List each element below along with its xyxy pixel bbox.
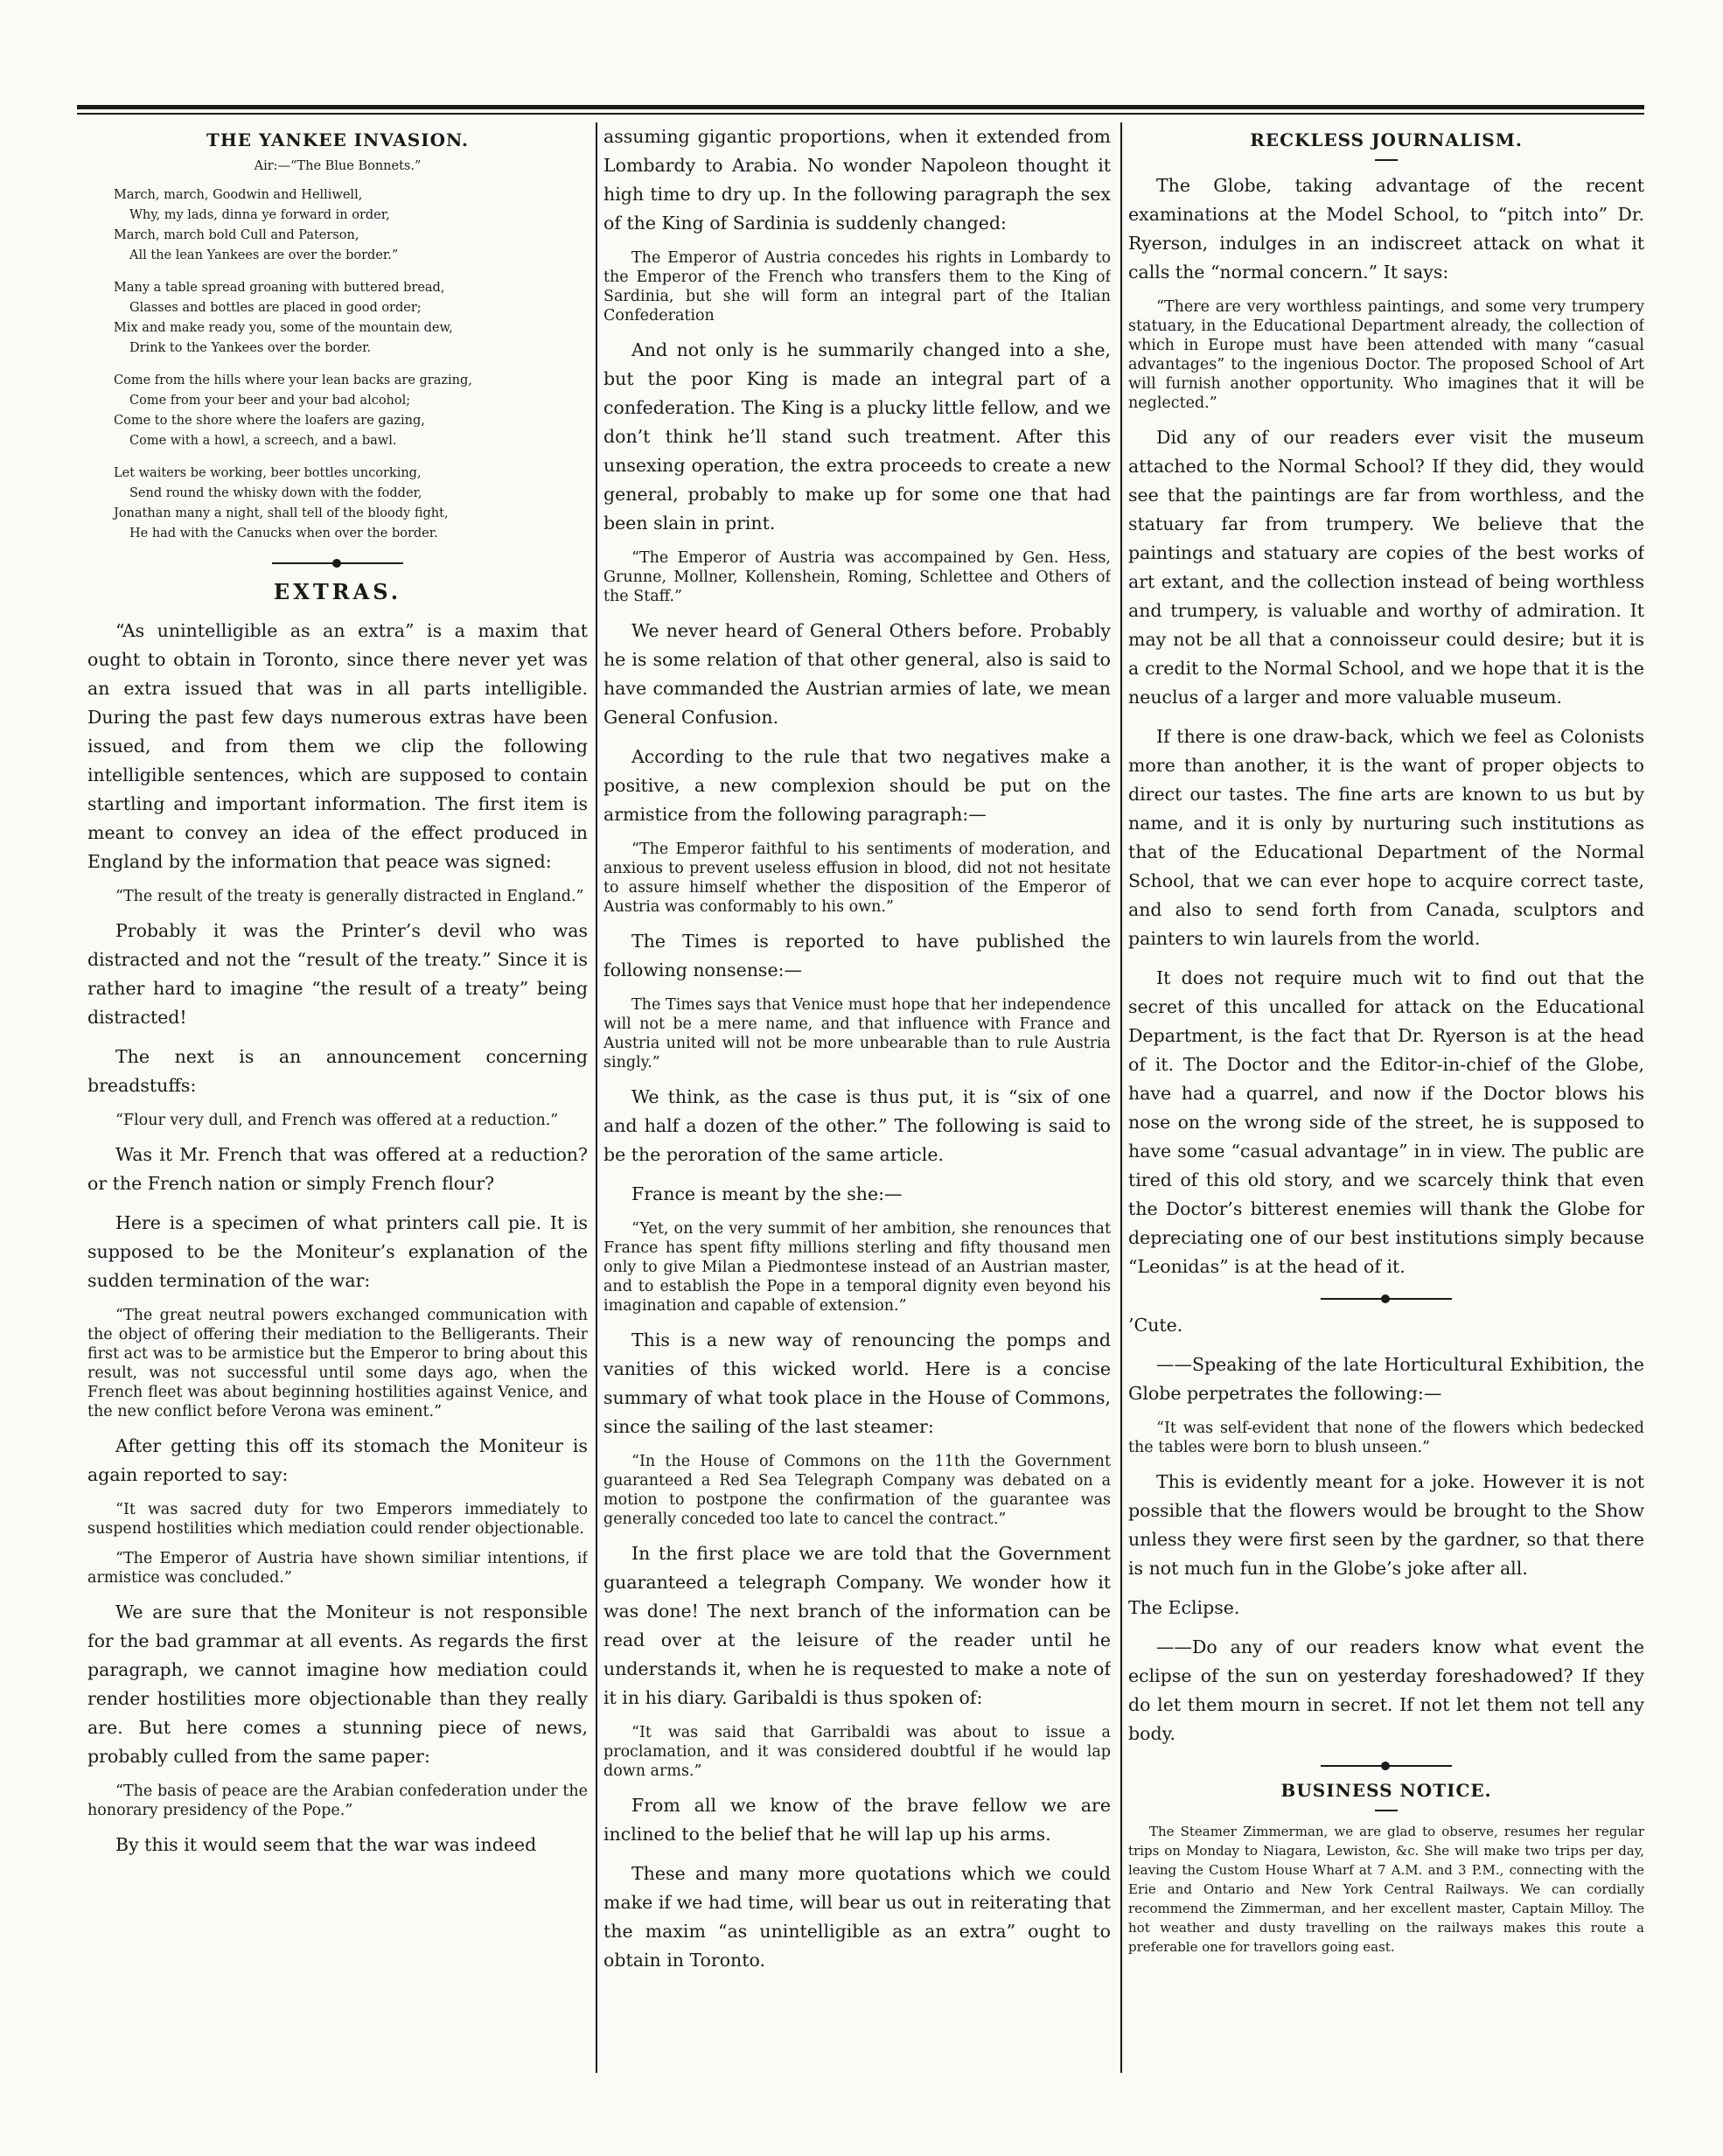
item-label: ’Cute. bbox=[1128, 1315, 1183, 1336]
quote-paragraph: “The Emperor faithful to his sentiments of moderation, and anxious to prevent useless effusion in blood, did not not hesitate to assure himself whether the disposition of the Emperor of Austria was conformably to his own.” bbox=[603, 841, 1111, 916]
quote-paragraph: “There are very worthless paintings, and some very trumpery statuary, in the Educational Department already, the collection of which in Europe must have been attended with many “casual advantages” to the ingenious Doctor. The proposed School of Art will furnish another opportunity. Who imagines that it will be neglected.” bbox=[1128, 298, 1644, 412]
quote-paragraph: “It was said that Garribaldi was about to issue a proclamation, and it was considered doubtful if he would lap down arms.” bbox=[603, 1724, 1111, 1780]
top-rule-thin bbox=[77, 113, 1644, 115]
quote-paragraph: “It was sacred duty for two Emperors immediately to suspend hostilities which mediation could render objectionable. bbox=[87, 1501, 588, 1538]
article-paragraph: This is a new way of renouncing the pomps and vanities of this wicked world. Here is a concise summary of what took place in the House of Commons, since the sailing of the last steamer: bbox=[603, 1329, 1111, 1437]
quote-paragraph: The Emperor of Austria concedes his rights in Lombardy to the Emperor of the French who transfers them to the King of Sardinia, but she will form an integral part of the Italian Confederation bbox=[603, 249, 1111, 324]
item-label: The Eclipse. bbox=[1128, 1597, 1240, 1618]
article-paragraph: ——Do any of our readers know what event the eclipse of the sun on yesterday foreshadowed? If they do let them mourn in secret. If not let them not tell any body. bbox=[1128, 1636, 1644, 1744]
quote-paragraph: “The result of the treaty is generally distracted in England.” bbox=[115, 888, 584, 905]
article-paragraph: And not only is he summarily changed into a she, but the poor King is made an integral part of a confederation. The King is a plucky little fellow, and we don’t think he’ll stand such treatment. After this unsexing operation, the extra proceeds to create a new general, probably to make up for some one that had been slain in print. bbox=[603, 339, 1111, 534]
article-paragraph: Here is a specimen of what printers call pie. It is supposed to be the Moniteur’s explanation of the sudden termination of the war: bbox=[87, 1212, 588, 1291]
article-paragraph: We are sure that the Moniteur is not responsible for the bad grammar at all events. As regards the first paragraph, we cannot imagine how mediation could render hostilities more objectionable than they really are. But here comes a stunning piece of news, probably culled from the same paper: bbox=[87, 1601, 588, 1767]
article-paragraph: assuming gigantic proportions, when it extended from Lombardy to Arabia. No wonder Napoleon thought it high time to dry up. In the following paragraph the sex of the King of Sardinia is suddenly changed: bbox=[603, 126, 1111, 234]
poem-stanza bbox=[87, 464, 588, 544]
article-paragraph: The Times is reported to have published the following nonsense:— bbox=[603, 931, 1111, 980]
article-paragraph: Probably it was the Printer’s devil who was distracted and not the “result of the treaty.” Since it is rather hard to imagine “the result of a treaty” being distracted! bbox=[87, 920, 588, 1028]
quote-paragraph: “Flour very dull, and French was offered at a reduction.” bbox=[115, 1112, 559, 1129]
section-separator bbox=[272, 556, 403, 570]
column-1 bbox=[87, 122, 588, 2073]
quote-paragraph: “The Emperor of Austria have shown similiar intentions, if armistice was concluded.” bbox=[87, 1550, 588, 1587]
article-paragraph: By this it would seem that the war was indeed bbox=[115, 1834, 537, 1855]
article-paragraph: Was it Mr. French that was offered at a reduction? or the French nation or simply French flour? bbox=[87, 1144, 588, 1194]
poem-line: Come from the hills where your lean backs are grazing, bbox=[114, 373, 472, 387]
quote-paragraph: “Yet, on the very summit of her ambition, she renounces that France has spent fifty millions sterling and fifty thousand men only to give Milan a Piedmontese instead of an Austrian master, and to establish the Pope in a temporal dignity even beyond his imagination and capable of extension.” bbox=[603, 1220, 1111, 1315]
article-paragraph: These and many more quotations which we could make if we had time, will bear us out in reiterating that the maxim “as unintelligible as an extra” ought to obtain in Toronto. bbox=[603, 1863, 1111, 1971]
column-2 bbox=[603, 122, 1111, 2073]
article-paragraph: France is meant by the she:— bbox=[631, 1183, 903, 1204]
poem-line: Send round the whisky down with the fodder, bbox=[129, 486, 422, 500]
quote-paragraph: “The basis of peace are the Arabian confederation under the honorary presidency of the Pope.” bbox=[87, 1783, 588, 1819]
poem-line: Come to the shore where the loafers are gazing, bbox=[114, 414, 425, 428]
article-paragraph: We never heard of General Others before. Probably he is some relation of that other general, also is said to have commanded the Austrian armies of late, we mean General Confusion. bbox=[603, 620, 1111, 728]
poem-stanza bbox=[87, 371, 588, 451]
poem-line: Come with a howl, a screech, and a bawl. bbox=[129, 434, 397, 448]
poem-line: All the lean Yankees are over the border.” bbox=[129, 248, 399, 262]
article-title: RECKLESS JOURNALISM. bbox=[1250, 129, 1523, 150]
title-rule bbox=[1375, 159, 1398, 161]
poem-line: Mix and make ready you, some of the mountain dew, bbox=[114, 321, 453, 335]
poem-line: Many a table spread groaning with buttered bread, bbox=[114, 281, 445, 295]
poem-stanza bbox=[87, 185, 588, 266]
quote-paragraph: “The great neutral powers exchanged communication with the object of offering their mediation to the Belligerants. Their first act was to be armistice but the Emperor to bring about this result, was not successful until some days ago, when the French fleet was about beginning hostilities against Venice, and the new conflict before Verona was eminent.” bbox=[87, 1307, 588, 1420]
poem-line: Jonathan many a night, shall tell of the bloody fight, bbox=[114, 506, 449, 520]
poem-line: Glasses and bottles are placed in good order; bbox=[129, 301, 422, 315]
article-paragraph: From all we know of the brave fellow we are inclined to the belief that he will lap up his arms. bbox=[603, 1795, 1111, 1845]
article-paragraph: According to the rule that two negatives make a positive, a new complexion should be put on the armistice from the following paragraph:— bbox=[603, 746, 1111, 825]
poem-line: March, march bold Cull and Paterson, bbox=[114, 228, 359, 242]
quote-paragraph: “In the House of Commons on the 11th the Government guaranteed a Red Sea Telegraph Company was debated on a motion to postpone the confirmation of the guarantee was generally conceded too late to cancel the contract.” bbox=[603, 1453, 1111, 1528]
poem-line: Why, my lads, dinna ye forward in order, bbox=[129, 208, 390, 222]
column-divider bbox=[1120, 122, 1122, 2073]
poem-air: Air:—“The Blue Bonnets.” bbox=[254, 159, 422, 173]
article-paragraph: The Globe, taking advantage of the recent examinations at the Model School, to “pitch into” Dr. Ryerson, indulges in an indiscreet attack on what it calls the “normal concern.” It says: bbox=[1128, 175, 1644, 283]
title-rule bbox=[1375, 1810, 1398, 1811]
poem-line: March, march, Goodwin and Helliwell, bbox=[114, 188, 363, 202]
quote-paragraph: “The Emperor of Austria was accompained by Gen. Hess, Grunne, Mollner, Kollenshein, Roming, Schlettee and Others of the Staff.” bbox=[603, 549, 1111, 605]
article-paragraph: Did any of our readers ever visit the museum attached to the Normal School? If they did, they would see that the paintings are far from worthless, and the statuary far from trumpery. We believe that the paintings and statuary are copies of the best works of art extant, and the collection instead of being worthless and trumpery, is valuable and worthy of admiration. It may not be all that a connoisseur could desire; but it is a credit to the Normal School, and we hope that it is the neuclus of a larger and more valuable museum. bbox=[1128, 427, 1644, 708]
quote-paragraph: The Times says that Venice must hope that her independence will not be a mere name, and that influence with France and Austria united will not be more unbearable than to rule Austria singly.” bbox=[603, 996, 1111, 1071]
poem-line: Drink to the Yankees over the border. bbox=[129, 341, 372, 355]
quote-paragraph: “It was self-evident that none of the flowers which bedecked the tables were born to blush unseen.” bbox=[1128, 1420, 1644, 1456]
article-paragraph: We think, as the case is thus put, it is “six of one and half a dozen of the other.” The following is said to be the peroration of the same article. bbox=[603, 1086, 1111, 1165]
poem-stanza bbox=[87, 278, 588, 359]
article-paragraph: “As unintelligible as an extra” is a maxim that ought to obtain in Toronto, since there never yet was an extra issued that was in all parts intelligible. During the past few days numerous extras have been issued, and from them we clip the following intelligible sentences, which are supposed to contain startling and important information. The first item is meant to convey an idea of the effect produced in England by the information that peace was signed: bbox=[87, 620, 588, 872]
article-paragraph: It does not require much wit to find out that the secret of this uncalled for attack on the Educational Department, is the fact that Dr. Ryerson is at the head of it. The Doctor and the Editor-in-chief of the Globe, have had a quarrel, and now if the Doctor blows his nose on the wrong side of the street, he is supposed to have some “casual advantage” in in view. The public are tired of this old story, and we scarcely think that even the Doctor’s bitterest enemies will thank the Globe for depreciating one of our best institutions simply because “Leonidas” is at the head of it. bbox=[1128, 967, 1644, 1277]
article-paragraph: In the first place we are told that the Government guaranteed a telegraph Company. We wonder how it was done! The next branch of the information can be read over at the leisure of the reader until he understands it, when he is requested to make a note of it in his diary. Garibaldi is thus spoken of: bbox=[603, 1543, 1111, 1708]
poem-line: Come from your beer and your bad alcohol; bbox=[129, 394, 411, 408]
article-paragraph: After getting this off its stomach the Moniteur is again reported to say: bbox=[87, 1435, 588, 1485]
article-paragraph: ——Speaking of the late Horticultural Exhibition, the Globe perpetrates the following:— bbox=[1128, 1354, 1644, 1404]
article-paragraph: The next is an announcement concerning breadstuffs: bbox=[87, 1046, 588, 1096]
column-3 bbox=[1128, 122, 1644, 2073]
poem-line: Let waiters be working, beer bottles uncorking, bbox=[114, 466, 422, 480]
column-divider bbox=[596, 122, 597, 2073]
top-rule bbox=[77, 105, 1644, 109]
poem-title: THE YANKEE INVASION. bbox=[206, 129, 469, 150]
extras-title: EXTRAS. bbox=[273, 579, 402, 604]
poem-line: He had with the Canucks when over the border. bbox=[129, 527, 438, 541]
notice-paragraph: The Steamer Zimmerman, we are glad to observe, resumes her regular trips on Monday to Niagara, Lewiston, &c. She will make two trips per day, leaving the Custom House Wharf at 7 A.M. and 3 P.M., connecting with the Erie and Ontario and New York Central Railways. We can cordially recommend the Zimmerman, and her excellent master, Captain Milloy. The hot weather and dusty travelling on the railways makes this route a preferable one for travellors going east. bbox=[1128, 1824, 1644, 1955]
article-paragraph: This is evidently meant for a joke. However it is not possible that the flowers would be brought to the Show unless they were first seen by the gardner, so that there is not much fun in the Globe’s joke after all. bbox=[1128, 1471, 1644, 1579]
section-separator bbox=[1321, 1292, 1452, 1306]
section-separator bbox=[1321, 1759, 1452, 1773]
article-paragraph: If there is one draw-back, which we feel as Colonists more than another, it is the want of proper objects to direct our tastes. The fine arts are known to us but by name, and it is only by nurturing such institutions as that of the Educational Department of the Normal School, that we can ever hope to acquire correct taste, and also to send forth from Canada, sculptors and painters to win laurels from the world. bbox=[1128, 726, 1644, 949]
notice-title: BUSINESS NOTICE. bbox=[1280, 1780, 1492, 1801]
